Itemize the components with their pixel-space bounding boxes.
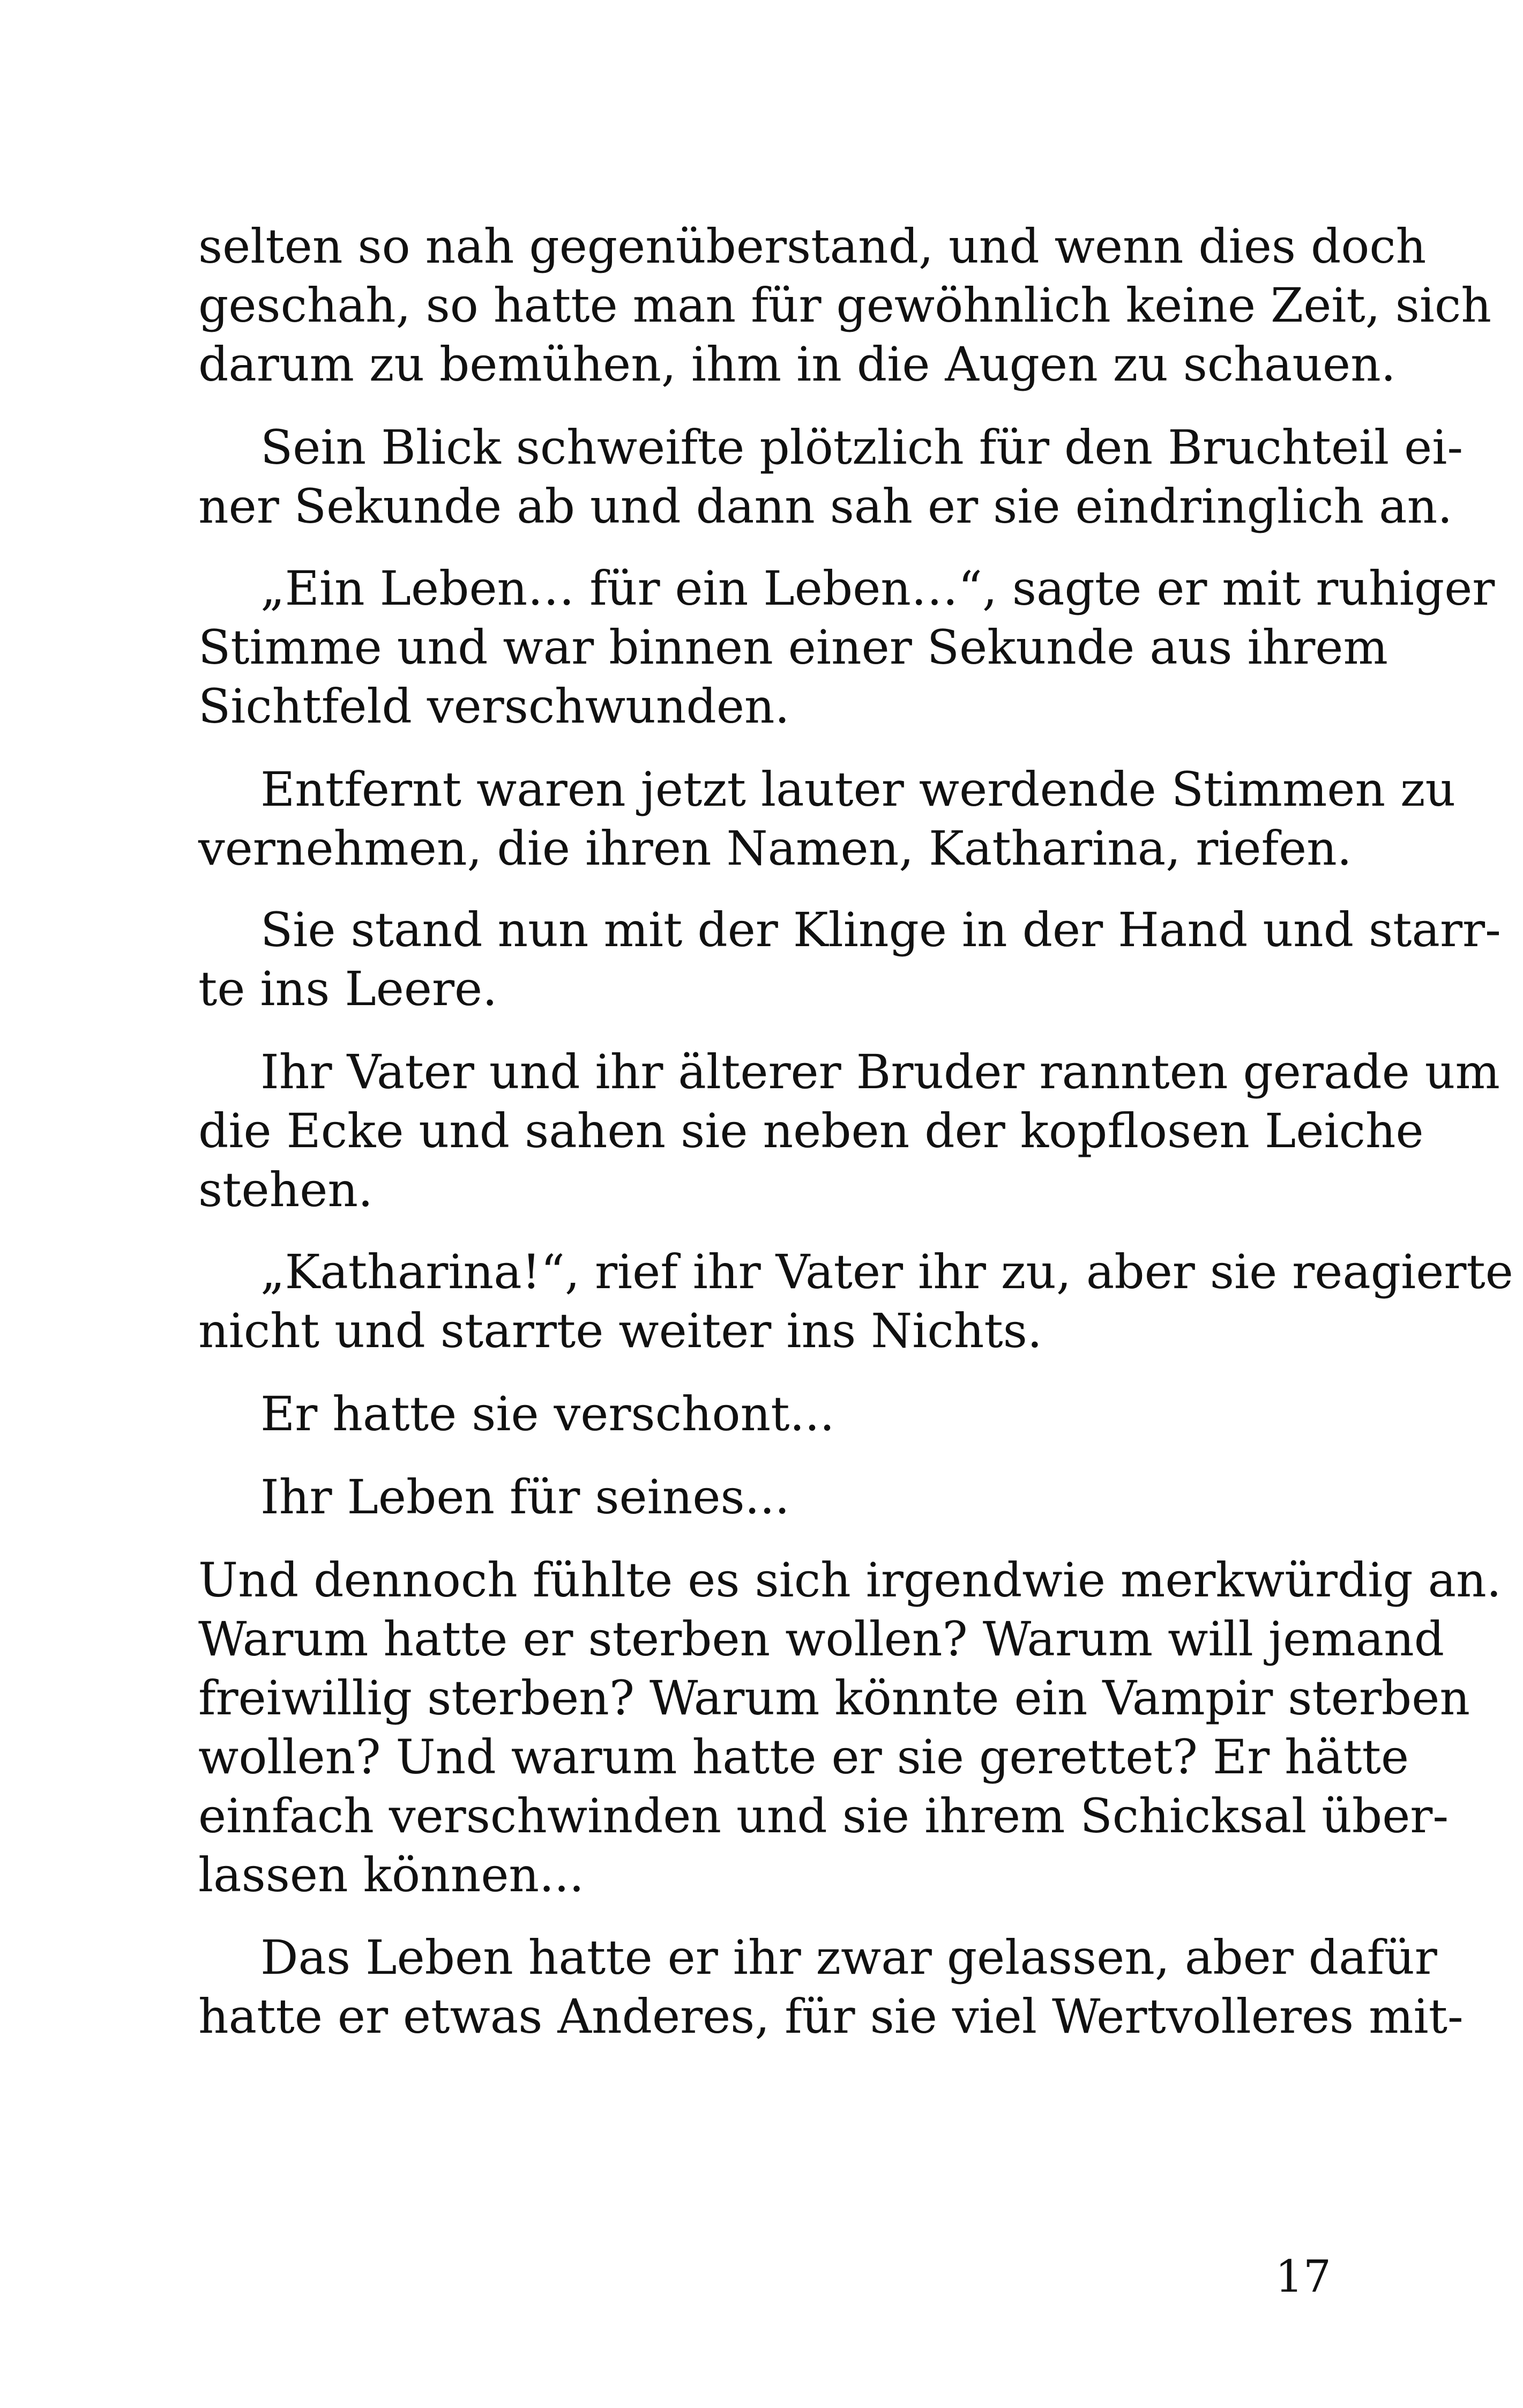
text-line: Entfernt waren jetzt lauter werdende Stimmen zu: [260, 762, 1456, 817]
text-line: Sichtfeld verschwunden.: [198, 679, 790, 734]
text-line: te ins Leere.: [198, 961, 498, 1016]
page-number: 17: [1275, 2251, 1331, 2302]
text-line: einfach verschwinden und sie ihrem Schicksal über-: [198, 1788, 1449, 1844]
text-line: hatte er etwas Anderes, für sie viel Wertvolleres mit-: [198, 1989, 1464, 2044]
text-line: geschah, so hatte man für gewöhnlich keine Zeit, sich: [198, 278, 1491, 333]
text-line: Sein Blick schweifte plötzlich für den Bruchteil ei-: [260, 420, 1464, 475]
text-line: nicht und starrte weiter ins Nichts.: [198, 1303, 1042, 1358]
text-line: Stimme und war binnen einer Sekunde aus ihrem: [198, 620, 1388, 675]
text-line: die Ecke und sahen sie neben der kopflosen Leiche: [198, 1103, 1424, 1158]
text-line: Warum hatte er sterben wollen? Warum will jemand: [198, 1611, 1445, 1667]
text-line: „Ein Leben… für ein Leben…“, sagte er mit ruhiger: [260, 561, 1495, 616]
text-line: ner Sekunde ab und dann sah er sie eindringlich an.: [198, 479, 1453, 534]
text-line: Ihr Leben für seines...: [260, 1469, 790, 1525]
text-line: stehen.: [198, 1162, 374, 1217]
text-line: lassen können...: [198, 1847, 584, 1902]
text-line: selten so nah gegenüberstand, und wenn dies doch: [198, 219, 1427, 274]
text-line: wollen? Und warum hatte er sie gerettet? Er hätte: [198, 1729, 1409, 1785]
text-line: Ihr Vater und ihr älterer Bruder rannten gerade um: [260, 1044, 1500, 1099]
text-line: Und dennoch fühlte es sich irgendwie merkwürdig an.: [198, 1552, 1502, 1608]
text-line: Sie stand nun mit der Klinge in der Hand und starr-: [260, 902, 1501, 957]
text-line: „Katharina!“, rief ihr Vater ihr zu, aber sie reagierte: [260, 1244, 1513, 1299]
text-line: darum zu bemühen, ihm in die Augen zu schauen.: [198, 337, 1396, 392]
text-line: vernehmen, die ihren Namen, Katharina, riefen.: [198, 821, 1352, 876]
text-line: freiwillig sterben? Warum könnte ein Vampir sterben: [198, 1670, 1470, 1726]
text-line: Er hatte sie verschont...: [260, 1386, 835, 1441]
text-line: Das Leben hatte er ihr zwar gelassen, aber dafür: [260, 1930, 1437, 1985]
